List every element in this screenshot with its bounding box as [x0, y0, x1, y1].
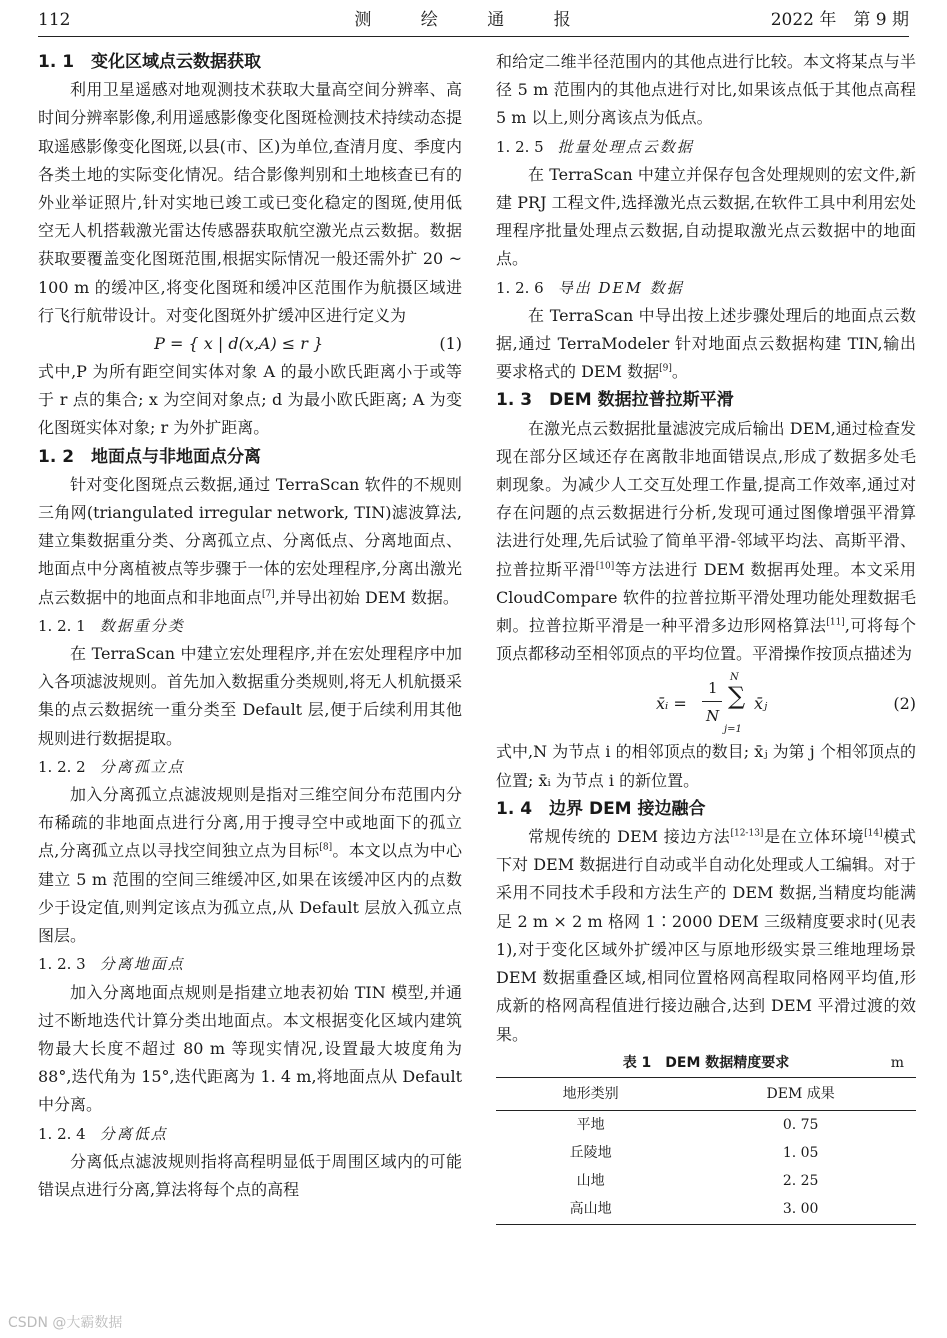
page-number: 112 [38, 10, 71, 30]
section-1-2-5-title: 1. 2. 5 批量处理点云数据 [496, 137, 694, 156]
equation-2-number: (2) [893, 694, 916, 714]
table-cell: 2. 25 [782, 1173, 819, 1190]
page-header [38, 6, 909, 36]
right-column [496, 48, 916, 1225]
equation-1 [38, 330, 462, 358]
table-cell: 高山地 [569, 1201, 612, 1218]
section-1-2-6-title: 1. 2. 6 导出 DEM 数据 [496, 278, 684, 297]
table-row [496, 1195, 916, 1224]
header-rule [38, 36, 909, 37]
citation: [7] [262, 589, 275, 600]
section-1-2-2-paragraph: 加入分离孤立点滤波规则是指对三维空间分布范围内分布稀疏的非地面点进行分离,用于搜寻空中或地面下的孤立点,分离孤立点以寻找空间独立点为目标[8]。本文以点为中心建立 5 m 范围的空间三维缓冲区,如果在该缓冲区内的点数少于设定值,则判定该点为孤立点,从 Default 层放入孤立点图层。 [38, 785, 462, 946]
citation: [14] [864, 828, 883, 839]
section-1-2-paragraph: 针对变化图斑点云数据,通过 TerraScan 软件的不规则三角网(triangulated irregular network, TIN)滤波算法,建立集数据重分类、分离孤立点、分离低点、分离地面点、地面点中分离植被点等步骤于一体的宏处理程序,分离出激光点云数据中的地面点和非地面点[7],并导出初始 DEM 数据。 [38, 474, 462, 607]
section-1-2-4-paragraph: 分离低点滤波规则指将高程明显低于周围区域内的可能错误点进行分离,算法将每个点的高程 [38, 1151, 462, 1199]
table-cell: 1. 05 [782, 1144, 819, 1161]
equation-1-number: (1) [439, 333, 462, 353]
table-row [496, 1139, 916, 1167]
section-1-2-3-paragraph: 加入分离地面点规则是指建立地表初始 TIN 模型,并通过不断地迭代计算分类出地面点。本文根据变化区域内建筑物最大长度不超过 80 m 等现实情况,设置最大坡度角为 88°,迭代角为 15°,迭代距离为 1. 4 m,将地面点从 Default 中分离。 [38, 982, 462, 1115]
table-header: DEM 成果 [766, 1085, 835, 1102]
table-row [496, 1167, 916, 1195]
table-row [496, 1110, 916, 1139]
equation-1-explanation: 式中,P 为所有距空间实体对象 A 的最小欧氏距离小于或等于 r 点的集合; x 为空间对象点; d 为最小欧氏距离; A 为变化图斑实体对象; r 为外扩距离。 [38, 362, 462, 438]
table-cell: 平地 [576, 1116, 605, 1133]
equation-1-formula: P = { x | d(x,A) ≤ r } [154, 333, 324, 353]
journal-name: 测 绘 通 报 [354, 10, 593, 30]
section-1-2-5-paragraph: 在 TerraScan 中建立并保存包含处理规则的宏文件,新建 PRJ 工程文件,选择激光点云数据,在软件工具中利用宏处理程序批量处理点云数据,自动提取激光点云数据中的地面点。 [496, 164, 916, 269]
section-1-1-paragraph: 利用卫星遥感对地观测技术获取大量高空间分辨率、高时间分辨率影像,利用遥感影像变化图斑检测技术持续动态提取遥感影像变化图斑,以县(市、区)为单位,查清月度、季度内各类土地的实际变化情况。结合影像判别和土地核查已有的外业举证照片,针对实地已竣工或已变化稳定的图斑,使用低空无人机搭载激光雷达传感器获取航空激光点云数据。数据获取要覆盖变化图斑范围,根据实际情况一般还需外扩 20 ~ 100 m 的缓冲区,将变化图斑和缓冲区范围作为航摄区域进行飞行航带设计。对变化图斑外扩缓冲区进行定义为 [38, 80, 462, 325]
section-1-2-4-title: 1. 2. 4 分离低点 [38, 1124, 168, 1143]
watermark: CSDN @大霸数据 [8, 1315, 123, 1331]
equation-2-explanation: 式中,N 为节点 i 的相邻顶点的数目; x̄ⱼ 为第 j 个相邻顶点的位置; x̄ᵢ 为节点 i 的新位置。 [496, 742, 916, 790]
citation: [12-13] [730, 828, 764, 839]
section-1-3-paragraph: 在激光点云数据批量滤波完成后输出 DEM,通过检查发现在部分区域还存在离散非地面错误点,形成了数据多处毛刺现象。为减少人工交互处理工作量,提高工作效率,通过对存在问题的点云数据进行分析,发现可通过图像增强平滑算法进行处理,先后试验了简单平滑-邻域平均法、高斯平滑、拉普拉斯平滑[10]等方法进行 DEM 数据再处理。本文采用 CloudCompare 软件的拉普拉斯平滑处理功能处理数据毛刺。拉普拉斯平滑是一种平滑多边形网格算法[11],可将每个顶点都移动至相邻顶点的平均位置。平滑操作按顶点描述为 [496, 418, 916, 664]
section-1-2-1-title: 1. 2. 1 数据重分类 [38, 616, 185, 635]
section-1-4-paragraph: 常规传统的 DEM 接边方法[12-13]是在立体环境[14]模式下对 DEM 数据进行自动或半自动化处理或人工编辑。对于采用不同技术手段和方法生产的 DEM 数据,当精度均能满足 2 m × 2 m 格网 1∶2000 DEM 三级精度要求时(见表 1),对于变化区域外扩缓冲区与原地形级实景三维地理场景 DEM 数据重叠区域,相同位置格网高程取同格网平均值,形成新的格网高程值进行接边融合,达到 DEM 平滑过渡的效果。 [496, 827, 916, 1044]
section-1-4-title: 1. 4 边界 DEM 接边融合 [496, 798, 706, 819]
table-cell: 丘陵地 [569, 1144, 612, 1161]
table-1-unit: m [890, 1054, 904, 1071]
equation-2-formula: x̄ᵢ = 1 N N ∑ j=1 x̄ⱼ [656, 672, 768, 736]
equation-2 [496, 668, 916, 738]
citation: [10] [595, 561, 615, 572]
table-cell: 山地 [576, 1173, 605, 1190]
section-1-2-1-paragraph: 在 TerraScan 中建立宏处理程序,并在宏处理程序中加入各项滤波规则。首先加入数据重分类规则,将无人机航摄采集的点云数据统一重分类至 Default 层,便于后续利用其他规则进行数据提取。 [38, 644, 462, 748]
table-1-caption: 表 1 DEM 数据精度要求 m [496, 1049, 916, 1077]
section-1-2-3-title: 1. 2. 3 分离地面点 [38, 955, 185, 974]
left-column [38, 48, 462, 1204]
table-header: 地形类别 [562, 1085, 619, 1102]
table-cell: 3. 00 [782, 1201, 819, 1218]
citation: [9] [659, 363, 672, 374]
table-cell: 0. 75 [782, 1116, 819, 1133]
section-1-2-4-continuation: 和给定二维半径范围内的其他点进行比较。本文将某点与半径 5 m 范围内的其他点进行对比,如果该点低于其他点高程 5 m 以上,则分离该点为低点。 [496, 52, 916, 128]
citation: [8] [319, 843, 333, 854]
section-1-1-title: 1. 1 变化区域点云数据获取 [38, 52, 262, 72]
issue-label: 2022 年 第 9 期 [770, 10, 909, 30]
section-1-3-title: 1. 3 DEM 数据拉普拉斯平滑 [496, 390, 734, 411]
citation: [11] [826, 617, 845, 628]
section-1-2-2-title: 1. 2. 2 分离孤立点 [38, 757, 185, 776]
section-1-2-title: 1. 2 地面点与非地面点分离 [38, 446, 262, 467]
section-1-2-6-paragraph: 在 TerraScan 中导出按上述步骤处理后的地面点云数据,通过 TerraModeler 针对地面点云数据构建 TIN,输出要求格式的 DEM 数据[9]。 [496, 305, 916, 382]
table-1 [496, 1077, 916, 1225]
